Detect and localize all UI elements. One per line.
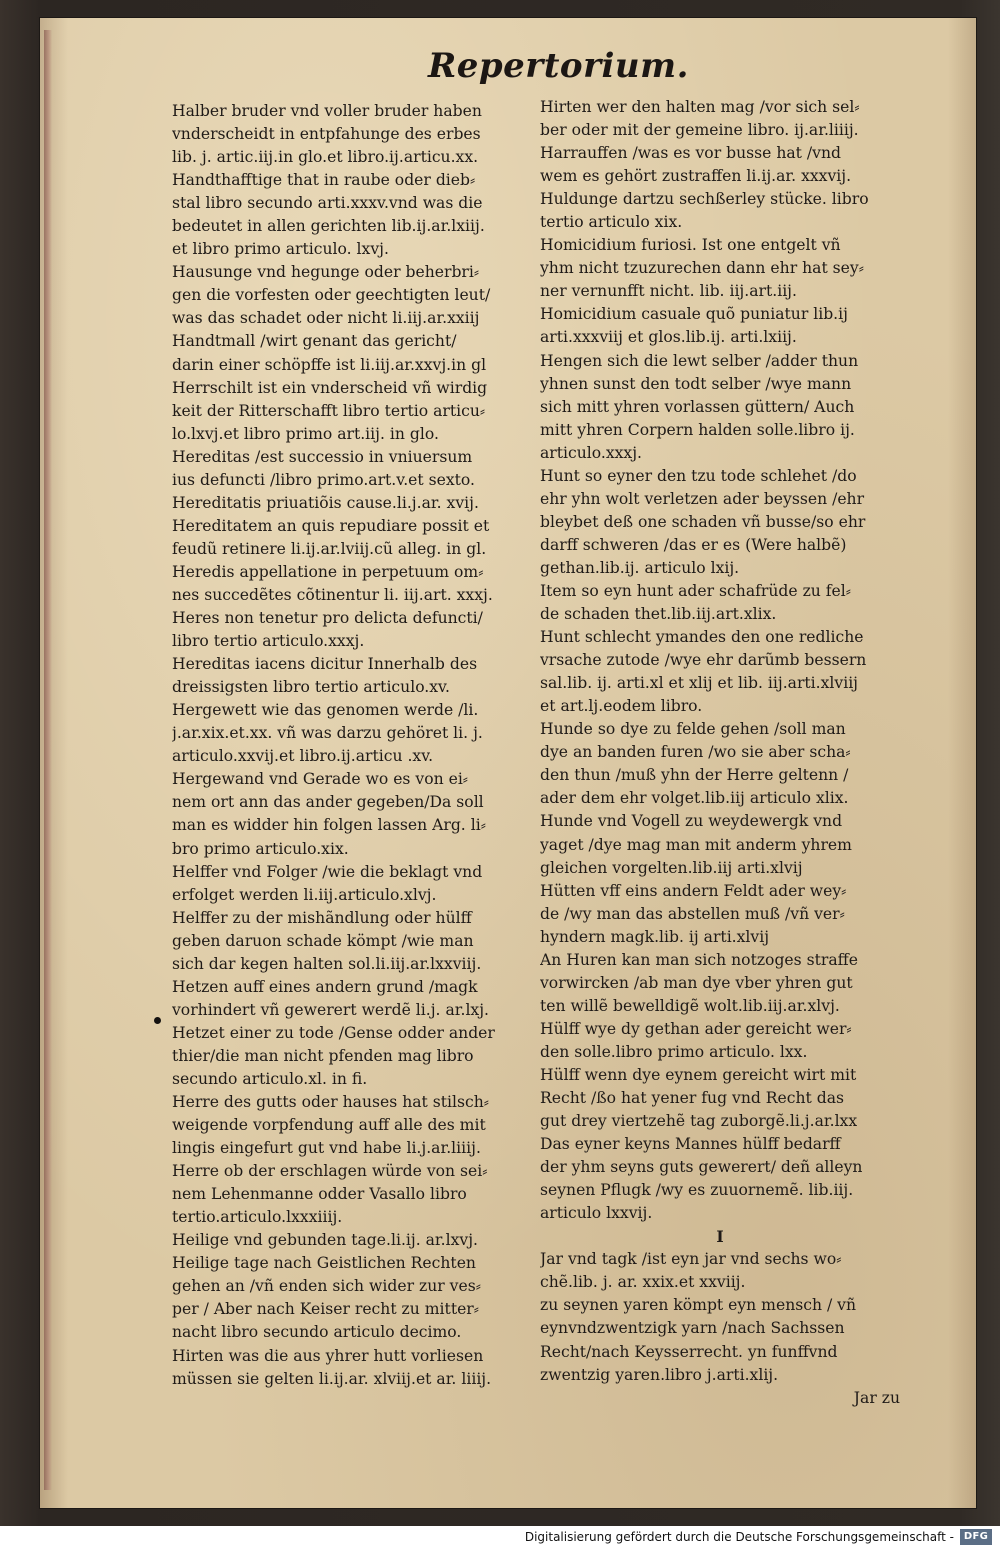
left-text-column [172,100,542,1391]
left-column-line: erfolget werden li.iij.articulo.xlvj. [172,885,437,904]
right-column-line: An Huren kan man sich notzoges straffe [540,950,858,969]
left-column-line: secundo articulo.xl. in fi. [172,1069,368,1088]
left-column-line: Herre ob der erschlagen würde von sei⸗ [172,1162,488,1181]
left-column-line: was das schadet oder nicht li.iij.ar.xxiij [172,309,480,328]
right-column-line: Recht/nach Keysserrecht. yn funffvnd [540,1342,838,1361]
right-column-line: articulo lxxvij. [540,1204,653,1223]
right-column-line: Hülff wye dy gethan ader gereicht wer⸗ [540,1019,852,1038]
left-column-line: Herre des gutts oder hauses hat stilsch⸗ [172,1093,489,1112]
left-column-line: Heredis appellatione in perpetuum om⸗ [172,562,484,581]
right-column-line: Huldunge dartzu sechßerley stücke. libro [540,190,869,209]
right-column-line: eynvndzwentzigk yarn /nach Sachssen [540,1319,845,1338]
left-column-line: thier/die man nicht pfenden mag libro [172,1046,474,1065]
left-column-line: libro tertio articulo.xxxj. [172,632,365,651]
right-column-line: Hunde so dye zu felde gehen /soll man [540,720,846,739]
right-column-line: articulo.xxxj. [540,443,643,462]
left-column-line: dreissigsten libro tertio articulo.xv. [172,678,450,697]
right-column-line: de schaden thet.lib.iij.art.xlix. [540,605,777,624]
right-column-line: tertio articulo xix. [540,213,683,232]
right-column-line: Recht /ßo hat yener fug vnd Recht das [540,1089,845,1108]
left-column-line: geben daruon schade kömpt /wie man [172,931,474,950]
right-column-line: Hunt so eyner den tzu tode schlehet /do [540,466,857,485]
right-column-line: der yhm seyns guts gewerert/ deñ alleyn [540,1158,863,1177]
left-column-line: Handthafftige that in raube oder dieb⸗ [172,171,476,190]
left-column-line: sich dar kegen halten sol.li.iij.ar.lxxviij. [172,954,482,973]
dfg-logo: DFG [960,1529,992,1545]
margin-dot-mark [154,1017,161,1024]
right-column-line: Hengen sich die lewt selber /adder thun [540,351,859,370]
left-column-line: gen die vorfesten oder geechtigten leut/ [172,286,491,305]
right-column-line: ten willẽ bewelldigẽ wolt.lib.iij.ar.xlvj. [540,996,840,1015]
left-column-line: vnderscheidt in entpfahunge des erbes [172,125,481,144]
left-column-line: darin einer schöpffe ist li.iij.ar.xxvj.in gl [172,355,487,374]
right-column-line: wem es gehört zustraffen li.ij.ar. xxxvij. [540,167,852,186]
left-column-line: Helffer zu der mishãndlung oder hülff [172,908,472,927]
right-column-line: ber oder mit der gemeine libro. ij.ar.liiij. [540,121,859,140]
right-column-line: Hülff wenn dye eynem gereicht wirt mit [540,1065,857,1084]
left-column-line: man es widder hin folgen lassen Arg. li⸗ [172,816,486,835]
right-column-line: Hütten vff eins andern Feldt ader wey⸗ [540,881,847,900]
left-column-line: ius defuncti /libro primo.art.v.et sexto. [172,470,475,489]
right-column-line: Homicidium casuale quõ puniatur lib.ij [540,305,848,324]
right-column-line: den solle.libro primo articulo. lxx. [540,1042,808,1061]
right-column-line: I [716,1227,724,1247]
right-column-line: gleichen vorgelten.lib.iij arti.xlvij [540,858,803,877]
right-column-line: Hirten wer den halten mag /vor sich sel⸗ [540,98,860,116]
left-column-line: Hetzet einer zu tode /Gense odder ander [172,1023,495,1042]
left-column-line: j.ar.xix.et.xx. vñ was darzu gehöret li. j. [172,724,483,743]
right-column-line: zwentzig yaren.libro j.arti.xlij. [540,1365,779,1384]
right-column-line: Harrauffen /was es vor busse hat /vnd [540,144,841,163]
left-column-line: Heres non tenetur pro delicta defuncti/ [172,609,483,628]
right-column-line: yaget /dye mag man mit anderm yhrem [540,835,852,854]
right-column-line: Homicidium furiosi. Ist one entgelt vñ [540,236,841,255]
running-head: Repertorium. [428,46,689,86]
left-column-line: Heilige vnd gebunden tage.li.ij. ar.lxvj. [172,1231,479,1250]
right-column-line: Das eyner keyns Mannes hülff bedarff [540,1135,841,1154]
right-column-line: de /wy man das abstellen muß /vñ ver⸗ [540,904,845,923]
left-column-line: lingis eingefurt gut vnd habe li.j.ar.liiij. [172,1139,481,1158]
right-column-line: bleybet deß one schaden vñ busse/so ehr [540,512,866,531]
left-column-line: Hirten was die aus yhrer hutt vorliesen [172,1346,484,1365]
footer-credit: Digitalisierung gefördert durch die Deutsche Forschungsgemeinschaft - [524,1530,954,1544]
right-column-line: chẽ.lib. j. ar. xxix.et xxviij. [540,1273,746,1292]
right-column-line: gethan.lib.ij. articulo lxij. [540,558,740,577]
right-column-line: arti.xxxviij et glos.lib.ij. arti.lxiij. [540,328,797,347]
right-column-line: zu seynen yaren kömpt eyn mensch / vñ [540,1296,857,1315]
right-column-line: dye an banden furen /wo sie aber scha⸗ [540,743,851,762]
left-column-line: Herrschilt ist ein vnderscheid vñ wirdig [172,378,488,397]
right-column-line: yhm nicht tzuzurechen dann ehr hat sey⸗ [540,259,864,278]
right-column-line: sal.lib. ij. arti.xl et xlij et lib. iij.arti.xlviij [540,674,859,693]
right-column-line: ehr yhn wolt verletzen ader beyssen /ehr [540,489,865,508]
left-column-line: gehen an /vñ enden sich wider zur ves⸗ [172,1277,481,1296]
left-column-line: articulo.xxvij.et libro.ij.articu .xv. [172,747,434,766]
left-column-line: Hergewand vnd Gerade wo es von ei⸗ [172,770,468,789]
right-column-line: et art.lj.eodem libro. [540,697,703,716]
left-column-line: lo.lxvj.et libro primo art.iij. in glo. [172,424,439,443]
right-column-line: Item so eyn hunt ader schafrüde zu fel⸗ [540,581,851,600]
right-column-line: Jar vnd tagk /ist eyn jar vnd sechs wo⸗ [540,1250,842,1269]
right-column-line: Jar zu [853,1388,900,1407]
left-column-line: Halber bruder vnd voller bruder haben [172,102,482,120]
left-column-line: Hereditatis priuatiõis cause.li.j.ar. xvij. [172,493,479,512]
left-column-line: Hereditas iacens dicitur Innerhalb des [172,655,478,674]
page-edge-shadow [44,30,52,1490]
left-column-line: Hereditas /est successio in vniuersum [172,447,473,466]
right-column-line: Hunt schlecht ymandes den one redliche [540,628,864,647]
left-column-line: Heilige tage nach Geistlichen Rechten [172,1254,476,1273]
left-column-line: Hausunge vnd hegunge oder beherbri⸗ [172,263,480,282]
right-column-line: vorwircken /ab man dye vber yhren gut [540,973,853,992]
right-column-line: mitt yhren Corpern halden solle.libro ij. [540,420,855,439]
left-column-line: nem Lehenmanne odder Vasallo libro [172,1185,467,1204]
right-column-line: Hunde vnd Vogell zu weydewergk vnd [540,812,843,831]
left-column-line: vorhindert vñ gewerert werdẽ li.j. ar.lxj. [172,1000,490,1019]
left-column-line: bedeutet in allen gerichten lib.ij.ar.lxiij. [172,217,485,236]
left-column-line: Hereditatem an quis repudiare possit et [172,516,490,535]
left-column-line: bro primo articulo.xix. [172,839,349,858]
right-column-line: sich mitt yhren vorlassen güttern/ Auch [540,397,855,416]
left-column-line: Helffer vnd Folger /wie die beklagt vnd [172,862,483,881]
right-column-line: hyndern magk.lib. ij arti.xlvij [540,927,770,946]
right-column-line: ner vernunfft nicht. lib. iij.art.iij. [540,282,797,301]
left-column-line: nes succedẽtes cõtinentur li. iij.art. xxxj. [172,585,493,604]
left-column-line: müssen sie gelten li.ij.ar. xlviij.et ar. liiij. [172,1369,492,1388]
left-column-line: feudũ retinere li.ij.ar.lviij.cũ alleg. in gl. [172,539,487,558]
digitization-footer [0,1526,1000,1549]
left-column-line: weigende vorpfendung auff alle des mit [172,1116,486,1135]
right-column-line: vrsache zutode /wye ehr darũmb bessern [540,651,867,670]
left-column-line: keit der Ritterschafft libro tertio articu⸗ [172,401,486,420]
right-column-line: seynen Pflugk /wy es zuuornemẽ. lib.iij. [540,1181,854,1200]
left-column-line: stal libro secundo arti.xxxv.vnd was die [172,194,483,213]
right-column-line: den thun /muß yhn der Herre geltenn / [540,766,849,785]
left-column-line: et libro primo articulo. lxvj. [172,240,389,259]
left-column-line: nacht libro secundo articulo decimo. [172,1323,462,1342]
left-column-line: Hetzen auff eines andern grund /magk [172,977,478,996]
left-column-line: per / Aber nach Keiser recht zu mitter⸗ [172,1300,479,1319]
right-column-line: yhnen sunst den todt selber /wye mann [540,374,852,393]
right-column-line: gut drey viertzehẽ tag zuborgẽ.li.j.ar.lxx [540,1112,858,1131]
left-column-line: tertio.articulo.lxxxiiij. [172,1208,343,1227]
right-text-column [540,96,900,1410]
left-column-line: Hergewett wie das genomen werde /li. [172,701,479,720]
right-column-line: darff schweren /das er es (Were halbẽ) [540,535,847,554]
right-column-line: ader dem ehr volget.lib.iij articulo xlix. [540,789,849,808]
left-column-line: Handtmall /wirt genant das gericht/ [172,332,457,351]
left-column-line: lib. j. artic.iij.in glo.et libro.ij.articu.xx. [172,148,479,167]
left-column-line: nem ort ann das ander gegeben/Da soll [172,793,484,812]
